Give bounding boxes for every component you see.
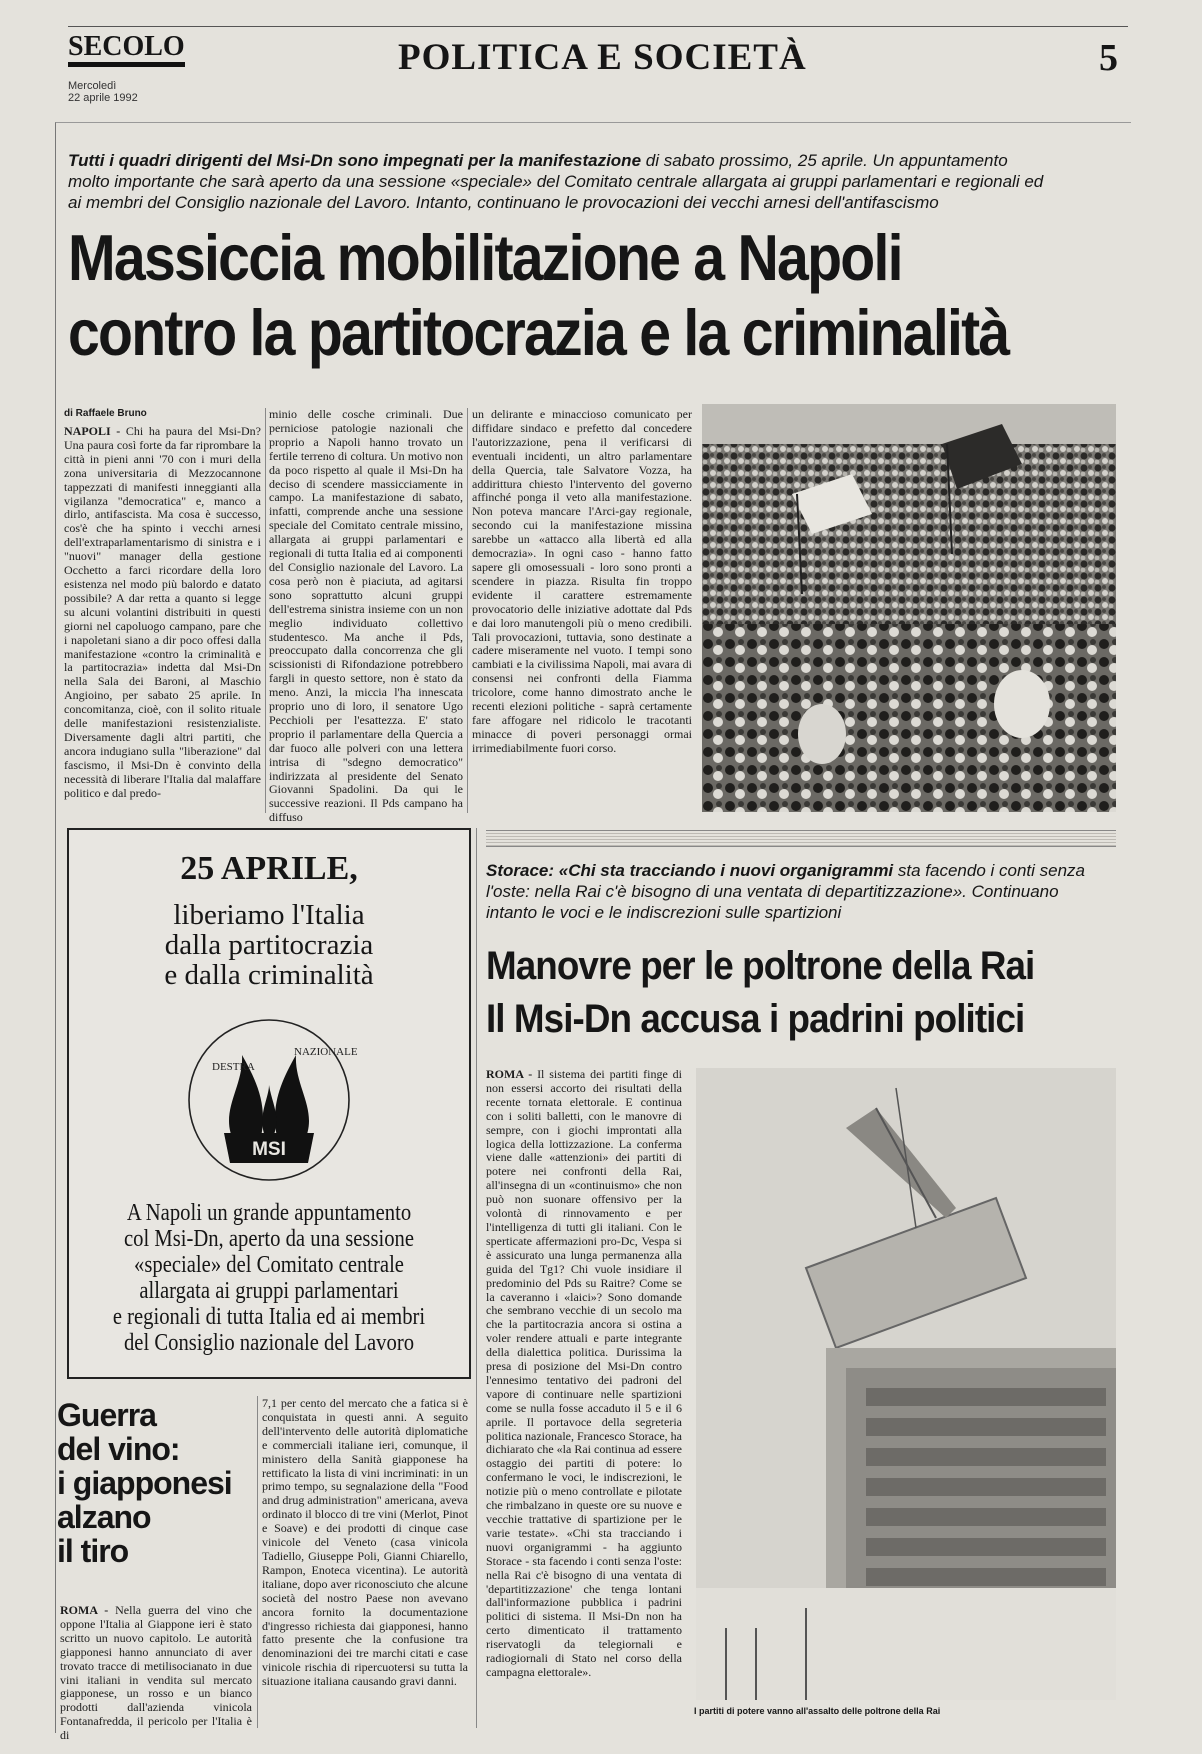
wine-headline-line5: il tiro [57, 1533, 129, 1569]
lead-column-2-text: minio delle cosche criminali. Due perniciose patologie nazionali che proprio a Napoli hanno trovato un fertile terreno di coltura. Un motivo non da poco rispetto al quale il Msi-Dn ha deciso di scendere massicciamente in campo. La manifestazione di sabato, infatti, comprende anche una sessione speciale del Comitato centrale missino, allargata ai gruppi parlamentari e regionali di tutta Italia ed ai componenti del Consiglio nazionale del Lavoro. La cosa però non è piaciuta, ad agitarsi sono soprattutto alcuni gruppi dell'estrema sinistra insieme con un non meglio individuato collettivo studentesco. Ma anche il Pds, preoccupato dalla concorrenza che gli scissionisti di Rifondazione potrebbero fargli in questo settore, non è stato da meno. Anzi, la miccia l'ha innescata proprio uno di loro, il senatore Ugo Pecchioli per l'esattezza. E' stato proprio il parlamentare della Quercia a dar fuoco alle polveri con una lettera intrisa di "sdegno democratico" indirizzata al presidente del Senato Giovanni Spadolini. Da qui le successive reazioni. Il Pds campano ha diffuso [269, 407, 463, 825]
lead-column-2 [269, 407, 463, 825]
lead-headline [68, 220, 1009, 370]
column-rule [476, 828, 477, 1728]
emblem-top-right-text: NAZIONALE [294, 1046, 358, 1058]
column-rule [467, 408, 468, 813]
emblem-logo-text: MSI [252, 1139, 286, 1160]
issue-date-text: 22 aprile 1992 [68, 92, 138, 104]
page-number: 5 [1099, 37, 1118, 79]
issue-day: Mercoledì [68, 80, 117, 92]
announcement-body-line4: allargata ai gruppi parlamentari [139, 1278, 399, 1304]
lead-kicker [68, 150, 1053, 213]
rai-headline-line2: Il Msi-Dn accusa i padrini politici [486, 997, 1025, 1041]
lead-kicker-bold: Tutti i quadri dirigenti del Msi-Dn sono impegnati per la manifestazione [68, 151, 642, 170]
crowd-photo [702, 404, 1116, 812]
announcement-box [67, 828, 471, 1379]
announcement-slogan-line2: dalla partitocrazia [164, 929, 374, 961]
rai-column-text: Il sistema dei partiti finge di non essersi accorto dei risultati della recente tornata elettorale. E continua con i soliti balletti, con le manovre di sempre, con i giochi improntati alla logica della lottizzazione. La conferma viene dalle «attenzioni» dei partiti di potere nei confronti della Rai, all'insegna di un «continuismo» che non può non suonare offensivo per la volontà di rinnovamento e per l'intelligenza di tutti gli italiani. Con le sperticate affermazioni pro-Dc, Vespa si è assicurato una lunga permanenza alla guida del Tg1? Chi vuole insidiare il predominio del Pds su Raitre? Come se la caveranno i «laici»? Sono domande che sembrano vecchie di un secolo ma che la partitocrazia ancora si ostina a voler rendere attuali e parte integrante della dialettica politica. Durissima la presa di posizione del Msi-Dn contro l'ennesimo tentativo dei padroni del vapore di continuare nelle spartizioni come se nulla fosse accaduto il 5 e il 6 aprile. Il portavoce della segreteria politica nazionale, Francesco Storace, ha dichiarato che «la Rai continua ad essere ostaggio dei partiti di potere: lo confermano le voci, le indiscrezioni, le notizie più o meno controllate e pilotate che rimbalzano in queste ore su nuove e vecchie trattative di spartizione per le varie testate». «Chi sta tracciando i nuovi organigrammi - ha aggiunto Storace - sta facendo i conti senza l'oste: nella Rai c'è bisogno di una ventata di 'departitizzazione' che tenga lontani dall'informazione pubblica i padrini politici di sistema. Il Msi-Dn non ha certo dimenticato il trattamento riservatogli da telegiornali e radiogiornali di Stato nel corso della campagna elettorale». [486, 1067, 683, 1679]
announcement-body [97, 1200, 441, 1356]
lead-dateline: NAPOLI - [64, 424, 126, 438]
wine-headline [57, 1398, 247, 1568]
rai-headline-line1: Manovre per le poltrone della Rai [486, 944, 1035, 988]
wine-dateline: ROMA - [60, 1603, 116, 1617]
lead-kicker-rest: di sabato prossimo, 25 aprile. Un appuntamento molto importante che sarà aperto da una sessione «speciale» del Comitato centrale allargata ai gruppi parlamentari e regionali ed ai membri del Consiglio nazionale del Lavoro. Intanto, continuano le provocazioni dei vecchi arnesi dell'antifascismo [68, 151, 1044, 212]
photo-caption: I partiti di potere vanno all'assalto delle poltrone della Rai [694, 1706, 941, 1716]
section-title: POLITICA E SOCIETÀ [398, 37, 807, 78]
announcement-body-line1: A Napoli un grande appuntamento [126, 1200, 412, 1226]
rai-dateline: ROMA - [486, 1067, 538, 1081]
lead-column-1-text: Chi ha paura del Msi-Dn? Una paura così forte da far riprombare la città in pieni anni '70 con i muri della zona universitaria di Mezzocannone tappezzati di manifesti inneggianti alla vigilanza "democratica" e, manco a dirlo, antifascista. Ma cosa è successo, cos'è che ha spinto i vecchi arnesi dell'extraparlamentarismo di sinistra e i "nuovi" manager della gestione Occhetto a farci ricordare della loro esistenza nel modo più balordo e datato possibile? A dar retta a quanto si legge su alcuni volantini distribuiti in questi giorni nel capoluogo campano, pare che i napoletani siano a dir poco offesi dalla manifestazione «contro la criminalità e la partitocrazia» indetta dal Msi-Dn nella Sala dei Baroni, al Maschio Angioino, per sabato 25 aprile. In concomitanza, cioè, con il solito rituale delle manifestazioni resistenzialiste. Diversamente dagli altri partiti, che ancora indugiano sulla "liberazione" dal fascismo, il Msi-Dn è convinto della necessità di liberare l'Italia dal malaffare politico e dal predo- [64, 424, 261, 800]
decorative-band [486, 830, 1116, 847]
rai-kicker-rest: sta facendo i conti senza l'oste: nella Rai c'è bisogno di una ventata di departitizzazione». Continuano intanto le voci e le indiscrezioni sulle spartizioni [486, 861, 1085, 922]
rai-building-photo [696, 1068, 1116, 1700]
crowd-photo-graphic [702, 404, 1116, 812]
top-rule [68, 26, 1128, 27]
rai-column [486, 1068, 682, 1700]
msi-flame-emblem [184, 1015, 358, 1185]
wine-column-1-text: Nella guerra del vino che oppone l'Italia al Giappone ieri è stato scritto un nuovo capitolo. Le autorità giapponesi hanno annunciato di aver trovato tracce di metilisocianato in due vini italiani in vendita sul mercato giapponese, un rosso e un bianco prodotti dall'azienda vinicola Fontanafredda, il pericolo per l'Italia è di [60, 1603, 252, 1743]
wine-headline-line2: del vino: [57, 1431, 180, 1467]
wine-column-1 [60, 1603, 252, 1743]
lead-headline-line1: Massiccia mobilitazione a Napoli [68, 221, 902, 294]
announcement-title: 25 APRILE, [180, 850, 358, 887]
announcement-body-line2: col Msi-Dn, aperto da una sessione [123, 1226, 415, 1252]
announcement-body-line3: «speciale» del Comitato centrale [134, 1252, 404, 1278]
lead-column-3-text: un delirante e minaccioso comunicato per diffidare sindaco e prefetto dal concedere l'autorizzazione, pena il verificarsi di eventuali incidenti, un altro parlamentare della Quercia, tale Salvatore Vozza, ha addirittura chiesto l'intervento del governo affinché ponga il veto alla manifestazione. Non poteva mancare l'Arci-gay regionale, secondo cui la manifestazione missina sarebbe un «attacco alla libertà ed alla democrazia». In ogni caso - hanno fatto sapere gli omosessuali - loro sono pronti a scendere in piazza. Risulta fin troppo evidente il carattere estremamente provocatorio delle iniziative adottate dal Pds e dai loro manutengoli più o meno credibili. Tali provocazioni, tuttavia, sono destinate a cadere miseramente nel vuoto. I tempi sono cambiati e la civilissima Napoli, mai avara di consensi nei confronti della Fiamma tricolore, come hanno dimostrato anche le recenti elezioni politiche - saprà certamente fare affogare nel ridicolo le tracotanti minacce di poveri personaggi ormai irrimediabilmente fuori corso. [472, 407, 692, 755]
wine-headline-line1: Guerra [57, 1397, 156, 1433]
wine-headline-line3: i giapponesi [57, 1465, 232, 1501]
announcement-slogan-line3: e dalla criminalità [164, 959, 374, 991]
issue-date [68, 80, 138, 104]
wine-column-2 [262, 1397, 468, 1727]
column-rule [265, 408, 266, 813]
announcement-body-line5: e regionali di tutta Italia ed ai membri [112, 1304, 426, 1330]
rai-kicker [486, 860, 1086, 923]
emblem-top-left-text: DESTRA [212, 1061, 255, 1073]
byline: di Raffaele Bruno [64, 408, 147, 419]
announcement-slogan [69, 900, 469, 990]
rai-kicker-bold: Storace: «Chi sta tracciando i nuovi organigrammi [486, 861, 894, 880]
announcement-slogan-line1: liberiamo l'Italia [173, 899, 365, 931]
lead-headline-line2: contro la partitocrazia e la criminalità [68, 296, 1009, 369]
rai-building-photo-graphic [696, 1068, 1116, 1700]
rai-headline [486, 940, 1121, 1046]
lead-column-3 [472, 408, 692, 814]
newspaper-logo: SECOLO [68, 32, 185, 67]
lead-column-1 [64, 408, 261, 814]
wine-headline-line4: alzano [57, 1499, 151, 1535]
column-rule [257, 1396, 258, 1728]
announcement-body-line6: del Consiglio nazionale del Lavoro [123, 1330, 415, 1356]
masthead [68, 28, 1128, 103]
wine-column-2-text: 7,1 per cento del mercato che a fatica si è conquistata in questi anni. A seguito dell'intervento delle autorità diplomatiche e commerciali italiane ieri, comunque, il ministero della Sanità giapponese ha rettificato la lista di vini incriminati: in un primo tempo, su segnalazione della "Food and drug administration" americana, aveva ordinato il blocco di tre vini (Merlot, Pinot e Soave) e dei prodotti di cinque case vinicole del Veneto (casa vinicola Tadiello, Giuseppe Poli, Gianni Chiarello, Rampon, Enoteca vicentina). Le autorità italiane, dopo aver riconosciuto che alcune società del nostro Paese non avevano ancora fornito la documentazione d'ingresso richiesta dai giapponesi, hanno fatto presente che la confusione tra denominazioni dei tre marchi citati e case vinicole rischia di ripercuotersi su tutta la situazione italiana causando gravi danni. [262, 1396, 468, 1689]
